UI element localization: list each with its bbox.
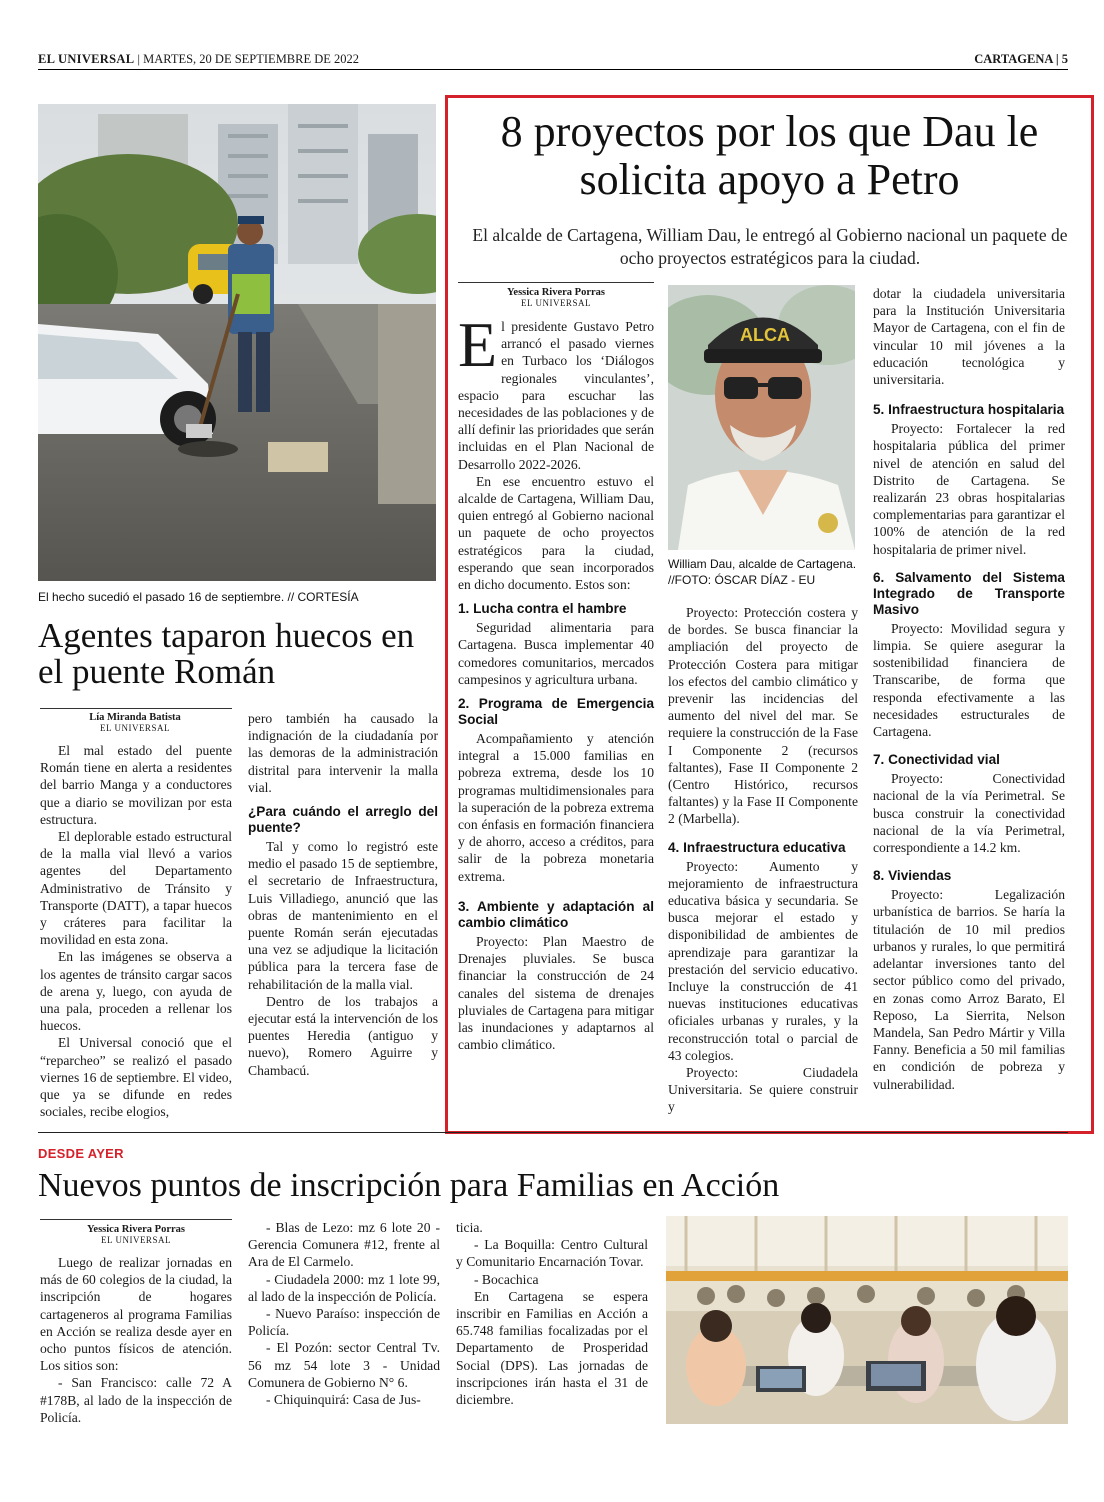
byline-rule	[40, 708, 232, 709]
masthead	[38, 52, 1068, 70]
project-2-title: 2. Programa de Emergencia Social	[458, 696, 654, 728]
byline-rule	[458, 282, 654, 283]
byline-org: EL UNIVERSAL	[100, 723, 170, 733]
byline-rule	[40, 1219, 232, 1220]
drop-cap: E	[458, 309, 498, 380]
main-headline: 8 proyectos por los que Dau le solicita apoyo a Petro	[500, 107, 1039, 204]
project-1-title: 1. Lucha contra el hambre	[458, 601, 627, 617]
masthead-right: CARTAGENA | 5	[974, 52, 1068, 66]
paragraph: Proyecto: Conectividad nacional de la vía Perimetral. Se busca construir la conectividad nacional de la vía Perimetral, correspondiente a 14.2 km.	[873, 771, 1065, 856]
caption-credit: // CORTESÍA	[287, 590, 359, 604]
paragraph: El mal estado del puente Román tiene en alerta a residentes del barrio Manga y a conductores que a diario se movilizan por esta estructura.	[40, 743, 232, 827]
main-byline	[458, 287, 654, 308]
paragraph: En ese encuentro estuvo el alcalde de Cartagena, William Dau, quien entregó al Gobierno nacional un paquete de ocho proyectos estratégicos para la ciudad, esperando que sean incorporados en dicho documento. Estos son:	[458, 473, 654, 593]
paragraph: En las imágenes se observa a los agentes de tránsito cargar sacos de arena y, luego, con ayuda de una pala, proceden a rellenar los huecos.	[40, 949, 232, 1034]
main-col-2	[668, 604, 858, 1116]
paragraph: Proyecto: Plan Maestro de Drenajes pluviales. Se busca financiar la construcción de 24 canales del sistema de drenajes pluviales de Cartagena para mitigar las inundaciones y adaptarnos al cambio climático.	[458, 933, 654, 1053]
paragraph: pero también ha causado la indignación de la ciudadanía por las demoras de la administración distrital para intervenir la malla vial.	[248, 711, 438, 795]
bottom-col-2	[248, 1219, 440, 1408]
main-col-1	[458, 309, 654, 1053]
caption-credit: //FOTO: ÓSCAR DÍAZ - EU	[668, 573, 816, 587]
left-subhead: ¿Para cuándo el arreglo del puente?	[248, 804, 438, 836]
paragraph: En Cartagena se espera inscribir en Familias en Acción a 65.748 familias focalizadas por el Departamento de Prosperidad Social (DPS). Las jornadas de inscripciones irán hasta el 31 de diciembre.	[456, 1288, 648, 1408]
paragraph: - Bocachica	[474, 1271, 539, 1287]
enrollment-photo	[666, 1216, 1068, 1424]
byline-name: Lía Miranda Batista	[89, 712, 181, 723]
william-dau-portrait	[668, 285, 855, 550]
paragraph: Acompañamiento y atención integral a 15.000 familias en pobreza extrema, desde los 10 programas multidimensionales para la superación de la pobreza extrema con énfasis en formación financiera y de ahorro, acceso a créditos, para salir de la pobreza monetaria extrema.	[458, 731, 654, 884]
byline-name: Yessica Rivera Porras	[507, 287, 605, 298]
page-number: 5	[1061, 52, 1068, 66]
paragraph: - Chiquinquirá: Casa de Jus-	[266, 1392, 421, 1408]
caption-text: El hecho sucedió el pasado 16 de septiembre.	[38, 590, 285, 604]
main-col-3	[873, 285, 1065, 1093]
paragraph: - Nuevo Paraíso: inspección de Policía.	[248, 1306, 440, 1339]
portrait-caption	[668, 556, 858, 588]
left-byline	[40, 712, 230, 733]
bottom-byline	[40, 1224, 232, 1245]
bottom-col-3	[456, 1219, 648, 1408]
paragraph: ticia.	[456, 1220, 483, 1235]
paragraph: Proyecto: Movilidad segura y limpia. Se quiere asegurar la sostenibilidad financiera de Transcaribe, de forma que responda efectivamente a las necesidades estructurales de Cartagena.	[873, 620, 1065, 740]
paragraph: Proyecto: Legalización urbanística de barrios. Se haría la titulación de 10 mil predios urbanos y rurales, lo que permitirá adelantar inversiones tanto del sector público como del privado, en zonas como Arroz Barato, El Reposo, La Sierrita, Nelson Mandela, San Pedro Mártir y Villa Fanny. Beneficia a 50 mil familias en condición de pobreza y vulnerabilidad.	[873, 887, 1065, 1092]
left-col-1	[40, 742, 232, 1120]
paragraph: Proyecto: Ciudadela Universitaria. Se quiere construir y	[668, 1065, 858, 1115]
paragraph: Proyecto: Protección costera y de bordes. Se busca financiar la ampliación del proyecto de Protección Costera para mitigar los efectos del cambio climático y prevenir las incidencias del aumento del nivel del mar. Se requiere la construcción de la Fase I Componente 2 (recursos faltantes), Fase II Componente 2 (Centro Histórico, recursos faltantes) y la Fase II Componente 2 (Marbella).	[668, 605, 858, 827]
bottom-kicker: DESDE AYER	[38, 1146, 124, 1161]
project-4-title: 4. Infraestructura educativa	[668, 839, 846, 855]
paper-name: EL UNIVERSAL	[38, 52, 135, 66]
cap-lettering: ALCA	[740, 325, 790, 345]
project-5-title: 5. Infraestructura hospitalaria	[873, 402, 1065, 418]
issue-date: MARTES, 20 DE SEPTIEMBRE DE 2022	[143, 52, 360, 66]
paragraph: Dentro de los trabajos a ejecutar está la intervención de los puentes Heredia (antiguo y nuevo), Romero Aguirre y Chambacú.	[248, 993, 438, 1078]
left-headline: Agentes taparon huecos en el puente Román	[38, 616, 415, 691]
paragraph: Seguridad alimentaria para Cartagena. Busca implementar 40 comedores comunitarios, mercados campesinos y agricultura urbana.	[458, 620, 654, 687]
paragraph: Luego de realizar jornadas en más de 60 colegios de la ciudad, la inscripción de hogares cartageneros al programa Familias en Acción se realiza desde ayer en ocho puntos físicos de atención. Los sitios son:	[40, 1255, 232, 1374]
main-deck: El alcalde de Cartagena, William Dau, le entregó al Gobierno nacional un paquete de ocho proyectos estratégicos para la ciudad.	[472, 225, 1068, 268]
paragraph: Proyecto: Aumento y mejoramiento de infraestructura educativa básica y secundaria. Se busca mejorar el estado y disponibilidad de ambientes de aprendizaje para garantizar la prestación del servicio educativo. Incluye la construcción de 41 nuevas instituciones educativas oficiales urbanas y rurales, y la reconstrucción total o parcial de 43 colegios.	[668, 858, 858, 1063]
bottom-headline: Nuevos puntos de inscripción para Familias en Acción	[38, 1167, 780, 1204]
project-8-title: 8. Viviendas	[873, 868, 952, 884]
paragraph: - Ciudadela 2000: mz 1 lote 99, al lado de la inspección de Policía.	[248, 1271, 440, 1304]
project-6-title: 6. Salvamento del Sistema Integrado de Transporte Masivo	[873, 569, 1065, 617]
paragraph: El deplorable estado estructural de la malla vial llevó a varios agentes del Departamento Administrativo de Tránsito y Transporte (DATT), a tapar huecos y cráteres para facilitar la movilidad en esta zona.	[40, 829, 232, 948]
section-divider	[38, 1132, 1068, 1133]
road-repair-photo	[38, 104, 436, 581]
section-name: CARTAGENA	[974, 52, 1053, 66]
paragraph: dotar la ciudadela universitaria para la Institución Universitaria Mayor de Cartagena, con el fin de vincular 10 mil jóvenes a la educación tecnológica y universitaria.	[873, 286, 1065, 388]
byline-org: EL UNIVERSAL	[101, 1235, 171, 1245]
paragraph: Tal y como lo registró este medio el pasado 15 de septiembre, el secretario de Infraestructura, Luis Villadiego, anunció que las obras de mantenimiento en el puente Román serán ejecutadas una vez se adjudique la licitación pública para la tercera fase de rehabilitación de la malla vial.	[248, 839, 438, 992]
paragraph: - San Francisco: calle 72 A #178B, al lado de la inspección de Policía.	[40, 1375, 232, 1425]
project-3-title: 3. Ambiente y adaptación al cambio climático	[458, 898, 654, 930]
intro-paragraph	[458, 309, 654, 473]
project-7-title: 7. Conectividad vial	[873, 752, 1000, 768]
masthead-left: EL UNIVERSAL | MARTES, 20 DE SEPTIEMBRE DE 2022	[38, 52, 360, 66]
paragraph: - Blas de Lezo: mz 6 lote 20 - Gerencia Comunera #12, frente al Ara de El Carmelo.	[248, 1220, 440, 1270]
paragraph: - El Pozón: sector Central Tv. 56 mz 54 lote 3 - Unidad Comunera de Gobierno N° 6.	[248, 1340, 440, 1390]
caption-text: William Dau, alcalde de Cartagena.	[668, 557, 857, 571]
left-col-2	[248, 710, 438, 1079]
paragraph: El Universal conoció que el “reparcheo” se realizó el pasado viernes 16 de septiembre. El video, que ya se difunde en redes sociales, recibe elogios,	[40, 1035, 232, 1120]
paragraph: Proyecto: Fortalecer la red hospitalaria pública del primer nivel de atención en salud del Distrito de Cartagena. Se realizarán 23 obras hospitalarias complementarias para garantizar el 100% de atención de la red hospitalaria de primer nivel.	[873, 421, 1065, 557]
paragraph: - La Boquilla: Centro Cultural y Comunitario Encarnación Tovar.	[456, 1237, 648, 1270]
left-photo-caption	[38, 590, 436, 604]
byline-org: EL UNIVERSAL	[521, 298, 591, 308]
bottom-col-1	[40, 1254, 232, 1426]
intro-text: l presidente Gustavo Petro arrancó el pasado viernes en Turbaco los ‘Diálogos regionales vinculantes’, espacio para escuchar las necesidades de las poblaciones y de allí definir las prioridades que serán incluidas en el Plan Nacional de Desarrollo 2022-2026.	[458, 319, 654, 472]
byline-name: Yessica Rivera Porras	[87, 1224, 185, 1235]
